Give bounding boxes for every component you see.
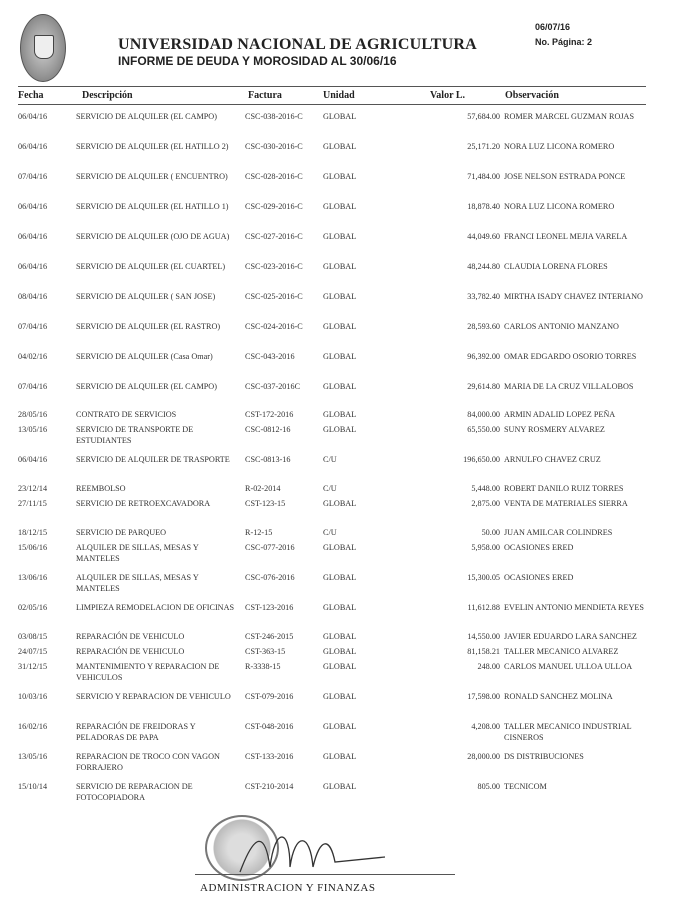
invoice-cell: CSC-0813-16 [245, 455, 291, 464]
col-factura: Factura [248, 90, 282, 101]
unit-cell: C/U [323, 528, 337, 537]
observation-cell: EVELIN ANTONIO MENDIETA REYES [504, 603, 644, 612]
unit-cell: GLOBAL [323, 722, 357, 731]
observation-cell: TECNICOM [504, 782, 547, 791]
date-cell: 15/10/14 [18, 782, 48, 791]
date-cell: 13/06/16 [18, 573, 48, 582]
invoice-cell: CSC-030-2016-C [245, 142, 303, 151]
observation-cell: VENTA DE MATERIALES SIERRA [504, 499, 628, 508]
description-cell: SERVICIO DE RETROEXCAVADORA [76, 499, 211, 508]
unit-cell: GLOBAL [323, 262, 357, 271]
description-cell: CONTRATO DE SERVICIOS [76, 410, 177, 419]
invoice-cell: CSC-037-2016C [245, 382, 301, 391]
shield-icon [34, 35, 54, 59]
date-cell: 06/04/16 [18, 232, 48, 241]
column-divider [18, 104, 646, 105]
amount-cell: 25,171.20 [467, 142, 500, 151]
description-cell: MANTENIMIENTO Y REPARACION DE VEHICULOS [76, 662, 220, 682]
amount-cell: 805.00 [477, 782, 500, 791]
invoice-cell: CST-172-2016 [245, 410, 294, 419]
amount-cell: 18,878.40 [467, 202, 500, 211]
col-descripcion: Descripción [82, 90, 133, 101]
amount-cell: 15,300.05 [467, 573, 500, 582]
amount-cell: 4,208.00 [471, 722, 500, 731]
observation-cell: ARNULFO CHAVEZ CRUZ [504, 455, 601, 464]
description-cell: SERVICIO DE ALQUILER (Casa Omar) [76, 352, 213, 361]
amount-cell: 65,550.00 [467, 425, 500, 434]
date-cell: 23/12/14 [18, 484, 48, 493]
invoice-cell: CSC-025-2016-C [245, 292, 303, 301]
description-cell: SERVICIO DE TRANSPORTE DE ESTUDIANTES [76, 425, 194, 445]
amount-cell: 96,392.00 [467, 352, 500, 361]
invoice-cell: CSC-077-2016 [245, 543, 295, 552]
amount-cell: 48,244.80 [467, 262, 500, 271]
unit-cell: GLOBAL [323, 603, 357, 612]
signature-line [195, 874, 455, 875]
amount-cell: 50.00 [481, 528, 500, 537]
date-cell: 28/05/16 [18, 410, 48, 419]
observation-cell: OMAR EDGARDO OSORIO TORRES [504, 352, 637, 361]
date-cell: 16/02/16 [18, 722, 48, 731]
description-cell: SERVICIO DE ALQUILER (EL RASTRO) [76, 322, 221, 331]
amount-cell: 5,448.00 [471, 484, 500, 493]
unit-cell: GLOBAL [323, 752, 357, 761]
observation-cell: JUAN AMILCAR COLINDRES [504, 528, 613, 537]
date-cell: 07/04/16 [18, 382, 48, 391]
unit-cell: C/U [323, 484, 337, 493]
university-logo [20, 14, 66, 82]
amount-cell: 196,650.00 [463, 455, 500, 464]
unit-cell: GLOBAL [323, 543, 357, 552]
col-fecha: Fecha [18, 90, 44, 101]
description-cell: ALQUILER DE SILLAS, MESAS Y MANTELES [76, 543, 199, 563]
invoice-cell: CSC-028-2016-C [245, 172, 303, 181]
date-cell: 07/04/16 [18, 322, 48, 331]
unit-cell: GLOBAL [323, 382, 357, 391]
observation-cell: ROBERT DANILO RUIZ TORRES [504, 484, 624, 493]
invoice-cell: R-12-15 [245, 528, 273, 537]
amount-cell: 28,593.60 [467, 322, 500, 331]
description-cell: SERVICIO DE ALQUILER ( ENCUENTRO) [76, 172, 228, 181]
invoice-cell: R-3338-15 [245, 662, 281, 671]
amount-cell: 14,550.00 [467, 632, 500, 641]
invoice-cell: CSC-024-2016-C [245, 322, 303, 331]
description-cell: SERVICIO Y REPARACION DE VEHICULO [76, 692, 231, 701]
page-number: No. Página: 2 [535, 37, 593, 47]
unit-cell: GLOBAL [323, 692, 357, 701]
observation-cell: SUNY ROSMERY ALVAREZ [504, 425, 605, 434]
col-observacion: Observación [505, 90, 559, 101]
invoice-cell: CST-048-2016 [245, 722, 294, 731]
unit-cell: GLOBAL [323, 142, 357, 151]
unit-cell: GLOBAL [323, 573, 357, 582]
observation-cell: CARLOS ANTONIO MANZANO [504, 322, 619, 331]
amount-cell: 29,614.80 [467, 382, 500, 391]
observation-cell: MIRTHA ISADY CHAVEZ INTERIANO [504, 292, 643, 301]
print-date: 06/07/16 [535, 22, 571, 32]
date-cell: 06/04/16 [18, 455, 48, 464]
amount-cell: 248.00 [477, 662, 500, 671]
unit-cell: GLOBAL [323, 647, 357, 656]
description-cell: SERVICIO DE ALQUILER (OJO DE AGUA) [76, 232, 230, 241]
observation-cell: TALLER MECANICO INDUSTRIAL CISNEROS [504, 722, 632, 742]
amount-cell: 71,484.00 [467, 172, 500, 181]
col-unidad: Unidad [323, 90, 355, 101]
description-cell: REEMBOLSO [76, 484, 126, 493]
invoice-cell: CSC-027-2016-C [245, 232, 303, 241]
report-title: INFORME DE DEUDA Y MOROSIDAD AL 30/06/16 [118, 54, 397, 68]
unit-cell: GLOBAL [323, 232, 357, 241]
observation-cell: TALLER MECANICO ALVAREZ [504, 647, 619, 656]
amount-cell: 5,958.00 [471, 543, 500, 552]
observation-cell: JOSE NELSON ESTRADA PONCE [504, 172, 626, 181]
amount-cell: 84,000.00 [467, 410, 500, 419]
description-cell: ALQUILER DE SILLAS, MESAS Y MANTELES [76, 573, 199, 593]
unit-cell: GLOBAL [323, 410, 357, 419]
observation-cell: DS DISTRIBUCIONES [504, 752, 584, 761]
invoice-cell: CST-123-2016 [245, 603, 294, 612]
date-cell: 15/06/16 [18, 543, 48, 552]
amount-cell: 17,598.00 [467, 692, 500, 701]
description-cell: SERVICIO DE ALQUILER (EL HATILLO 1) [76, 202, 229, 211]
invoice-cell: CST-210-2014 [245, 782, 294, 791]
unit-cell: GLOBAL [323, 662, 357, 671]
invoice-cell: R-02-2014 [245, 484, 281, 493]
invoice-cell: CSC-0812-16 [245, 425, 291, 434]
unit-cell: C/U [323, 455, 337, 464]
unit-cell: GLOBAL [323, 292, 357, 301]
amount-cell: 33,782.40 [467, 292, 500, 301]
date-cell: 07/04/16 [18, 172, 48, 181]
description-cell: LIMPIEZA REMODELACION DE OFICINAS [76, 603, 235, 612]
date-cell: 31/12/15 [18, 662, 48, 671]
observation-cell: OCASIONES ERED [504, 543, 574, 552]
observation-cell: ROMER MARCEL GUZMAN ROJAS [504, 112, 635, 121]
unit-cell: GLOBAL [323, 499, 357, 508]
col-valor: Valor L. [430, 90, 466, 101]
description-cell: SERVICIO DE PARQUEO [76, 528, 167, 537]
invoice-cell: CSC-038-2016-C [245, 112, 303, 121]
date-cell: 02/05/16 [18, 603, 48, 612]
date-cell: 06/04/16 [18, 142, 48, 151]
observation-cell: OCASIONES ERED [504, 573, 574, 582]
amount-cell: 81,158.21 [467, 647, 500, 656]
unit-cell: GLOBAL [323, 172, 357, 181]
unit-cell: GLOBAL [323, 322, 357, 331]
observation-cell: NORA LUZ LICONA ROMERO [504, 202, 615, 211]
date-cell: 06/04/16 [18, 112, 48, 121]
observation-cell: JAVIER EDUARDO LARA SANCHEZ [504, 632, 637, 641]
invoice-cell: CST-363-15 [245, 647, 286, 656]
invoice-cell: CST-123-15 [245, 499, 286, 508]
description-cell: REPARACION DE TROCO CON VAGON FORRAJERO [76, 752, 220, 772]
date-cell: 27/11/15 [18, 499, 47, 508]
unit-cell: GLOBAL [323, 202, 357, 211]
observation-cell: CLAUDIA LORENA FLORES [504, 262, 608, 271]
date-cell: 13/05/16 [18, 425, 48, 434]
date-cell: 06/04/16 [18, 262, 48, 271]
invoice-cell: CSC-023-2016-C [245, 262, 303, 271]
date-cell: 13/05/16 [18, 752, 48, 761]
observation-cell: MARIA DE LA CRUZ VILLALOBOS [504, 382, 634, 391]
observation-cell: CARLOS MANUEL ULLOA ULLOA [504, 662, 633, 671]
date-cell: 18/12/15 [18, 528, 48, 537]
description-cell: SERVICIO DE ALQUILER (EL CAMPO) [76, 112, 217, 121]
date-cell: 03/08/15 [18, 632, 48, 641]
amount-cell: 44,049.60 [467, 232, 500, 241]
unit-cell: GLOBAL [323, 352, 357, 361]
description-cell: REPARACIÓN DE FREIDORAS Y PELADORAS DE PAPA [76, 722, 196, 742]
observation-cell: FRANCI LEONEL MEJIA VARELA [504, 232, 628, 241]
unit-cell: GLOBAL [323, 425, 357, 434]
description-cell: SERVICIO DE ALQUILER (EL CUARTEL) [76, 262, 226, 271]
date-cell: 06/04/16 [18, 202, 48, 211]
signature-icon [235, 822, 395, 882]
invoice-cell: CSC-076-2016 [245, 573, 295, 582]
invoice-cell: CSC-043-2016 [245, 352, 295, 361]
description-cell: SERVICIO DE REPARACION DE FOTOCOPIADORA [76, 782, 193, 802]
date-cell: 10/03/16 [18, 692, 48, 701]
amount-cell: 57,684.00 [467, 112, 500, 121]
institution-name: UNIVERSIDAD NACIONAL DE AGRICULTURA [118, 36, 477, 53]
amount-cell: 11,612.88 [467, 603, 500, 612]
unit-cell: GLOBAL [323, 632, 357, 641]
date-cell: 04/02/16 [18, 352, 48, 361]
invoice-cell: CST-133-2016 [245, 752, 294, 761]
date-cell: 08/04/16 [18, 292, 48, 301]
invoice-cell: CST-246-2015 [245, 632, 294, 641]
unit-cell: GLOBAL [323, 112, 357, 121]
observation-cell: NORA LUZ LICONA ROMERO [504, 142, 615, 151]
description-cell: SERVICIO DE ALQUILER (EL HATILLO 2) [76, 142, 229, 151]
amount-cell: 2,875.00 [471, 499, 500, 508]
header-divider [18, 86, 646, 87]
description-cell: SERVICIO DE ALQUILER ( SAN JOSE) [76, 292, 216, 301]
observation-cell: ARMIN ADALID LOPEZ PEÑA [504, 410, 616, 419]
invoice-cell: CST-079-2016 [245, 692, 294, 701]
signature-label: ADMINISTRACION Y FINANZAS [200, 882, 376, 894]
unit-cell: GLOBAL [323, 782, 357, 791]
description-cell: SERVICIO DE ALQUILER (EL CAMPO) [76, 382, 217, 391]
description-cell: REPARACIÓN DE VEHICULO [76, 647, 185, 656]
observation-cell: RONALD SANCHEZ MOLINA [504, 692, 613, 701]
amount-cell: 28,000.00 [467, 752, 500, 761]
date-cell: 24/07/15 [18, 647, 48, 656]
description-cell: SERVICIO DE ALQUILER DE TRASPORTE [76, 455, 230, 464]
description-cell: REPARACIÓN DE VEHICULO [76, 632, 185, 641]
invoice-cell: CSC-029-2016-C [245, 202, 303, 211]
